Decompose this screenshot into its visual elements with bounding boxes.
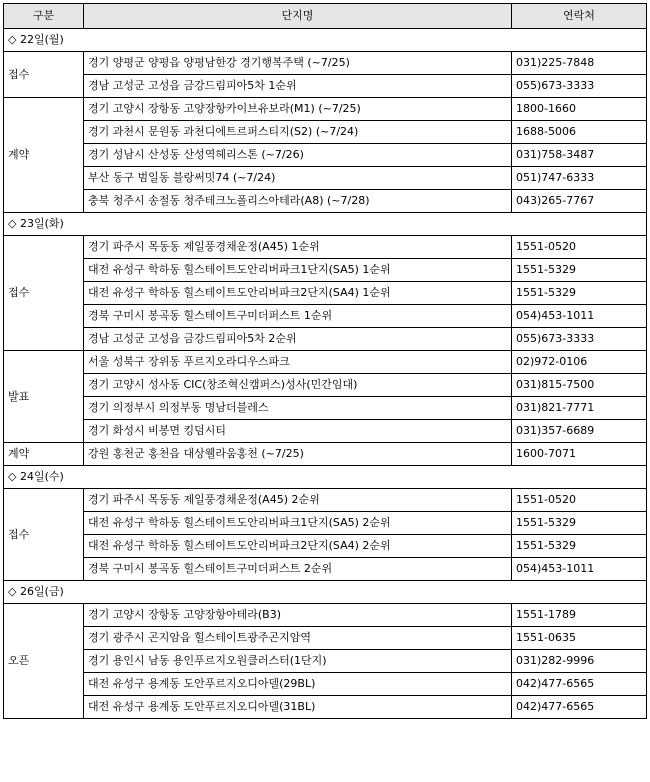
- complex-name-cell: 대전 유성구 학하동 힐스테이트도안리버파크2단지(SA4) 2순위: [84, 535, 512, 558]
- complex-name-cell: 경기 광주시 곤지암읍 힐스테이트광주곤지암역: [84, 627, 512, 650]
- table-row: [4, 190, 647, 213]
- complex-name-cell: 경기 파주시 목동동 제일풍경채운정(A45) 2순위: [84, 489, 512, 512]
- complex-name-cell: 경기 화성시 비봉면 킹덤시티: [84, 420, 512, 443]
- contact-phone-cell: 1551-5329: [512, 259, 647, 282]
- complex-name-cell: 경기 의정부시 의정부동 명남더블레스: [84, 397, 512, 420]
- table-row: [4, 420, 647, 443]
- category-cell: 접수: [4, 52, 84, 98]
- complex-name-cell: 경남 고성군 고성읍 금강드림피아5차 1순위: [84, 75, 512, 98]
- contact-phone-cell: 1551-0635: [512, 627, 647, 650]
- complex-name-cell: 경기 고양시 장항동 고양장항카이브유보라(M1) (~7/25): [84, 98, 512, 121]
- day-header-row: [4, 29, 647, 52]
- table-row: [4, 328, 647, 351]
- contact-phone-cell: 051)747-6333: [512, 167, 647, 190]
- contact-phone-cell: 1688-5006: [512, 121, 647, 144]
- table-row: [4, 75, 647, 98]
- table-row: [4, 443, 647, 466]
- contact-phone-cell: 031)821-7771: [512, 397, 647, 420]
- contact-phone-cell: 1551-0520: [512, 236, 647, 259]
- complex-name-cell: 경기 파주시 목동동 제일풍경채운정(A45) 1순위: [84, 236, 512, 259]
- contact-phone-cell: 054)453-1011: [512, 305, 647, 328]
- table-row: [4, 282, 647, 305]
- complex-name-cell: 대전 유성구 학하동 힐스테이트도안리버파크1단지(SA5) 1순위: [84, 259, 512, 282]
- table-row: [4, 259, 647, 282]
- contact-phone-cell: 031)758-3487: [512, 144, 647, 167]
- day-label: ◇ 24일(수): [4, 466, 647, 489]
- table-row: [4, 673, 647, 696]
- category-cell: 오픈: [4, 604, 84, 719]
- contact-phone-cell: 042)477-6565: [512, 673, 647, 696]
- contact-phone-cell: 031)815-7500: [512, 374, 647, 397]
- day-label: ◇ 22일(월): [4, 29, 647, 52]
- table-row: [4, 512, 647, 535]
- contact-phone-cell: 031)225-7848: [512, 52, 647, 75]
- complex-name-cell: 대전 유성구 용계동 도안푸르지오디아델(31BL): [84, 696, 512, 719]
- category-cell: 계약: [4, 443, 84, 466]
- day-label: ◇ 23일(화): [4, 213, 647, 236]
- complex-name-cell: 부산 동구 범일동 블랑써밋74 (~7/24): [84, 167, 512, 190]
- table-row: [4, 650, 647, 673]
- contact-phone-cell: 1551-5329: [512, 535, 647, 558]
- table-row: [4, 627, 647, 650]
- contact-phone-cell: 055)673-3333: [512, 75, 647, 98]
- complex-name-cell: 대전 유성구 학하동 힐스테이트도안리버파크2단지(SA4) 1순위: [84, 282, 512, 305]
- contact-phone-cell: 031)357-6689: [512, 420, 647, 443]
- header-contact: 연락처: [512, 4, 647, 29]
- complex-name-cell: 대전 유성구 학하동 힐스테이트도안리버파크1단지(SA5) 2순위: [84, 512, 512, 535]
- contact-phone-cell: 1800-1660: [512, 98, 647, 121]
- table-row: [4, 236, 647, 259]
- contact-phone-cell: 1551-5329: [512, 282, 647, 305]
- contact-phone-cell: 042)477-6565: [512, 696, 647, 719]
- table-row: [4, 52, 647, 75]
- table-row: [4, 351, 647, 374]
- day-header-row: [4, 213, 647, 236]
- day-label: ◇ 26일(금): [4, 581, 647, 604]
- complex-name-cell: 강원 홍천군 홍천읍 대상웰라움홍천 (~7/25): [84, 443, 512, 466]
- contact-phone-cell: 055)673-3333: [512, 328, 647, 351]
- day-header-row: [4, 466, 647, 489]
- complex-name-cell: 경북 구미시 봉곡동 힐스테이트구미더퍼스트 2순위: [84, 558, 512, 581]
- complex-name-cell: 경기 양평군 양평읍 양평남한강 경기행복주택 (~7/25): [84, 52, 512, 75]
- contact-phone-cell: 1551-5329: [512, 512, 647, 535]
- complex-name-cell: 대전 유성구 용계동 도안푸르지오디아델(29BL): [84, 673, 512, 696]
- complex-name-cell: 경기 과천시 문원동 과천디에트르퍼스티지(S2) (~7/24): [84, 121, 512, 144]
- day-header-row: [4, 581, 647, 604]
- table-row: [4, 98, 647, 121]
- table-row: [4, 397, 647, 420]
- complex-name-cell: 경기 성남시 산성동 산성역헤리스톤 (~7/26): [84, 144, 512, 167]
- contact-phone-cell: 043)265-7767: [512, 190, 647, 213]
- complex-name-cell: 서울 성북구 장위동 푸르지오라디우스파크: [84, 351, 512, 374]
- schedule-table-body: [4, 4, 647, 719]
- table-row: [4, 489, 647, 512]
- complex-name-cell: 경기 고양시 성사동 CIC(창조혁신캠퍼스)성사(민간임대): [84, 374, 512, 397]
- table-row: [4, 144, 647, 167]
- contact-phone-cell: 054)453-1011: [512, 558, 647, 581]
- contact-phone-cell: 031)282-9996: [512, 650, 647, 673]
- table-row: [4, 535, 647, 558]
- table-row: [4, 696, 647, 719]
- table-row: [4, 558, 647, 581]
- contact-phone-cell: 1551-1789: [512, 604, 647, 627]
- header-complex-name: 단지명: [84, 4, 512, 29]
- table-row: [4, 305, 647, 328]
- table-row: [4, 604, 647, 627]
- complex-name-cell: 경남 고성군 고성읍 금강드림피아5차 2순위: [84, 328, 512, 351]
- contact-phone-cell: 1600-7071: [512, 443, 647, 466]
- category-cell: 접수: [4, 236, 84, 351]
- complex-name-cell: 경북 구미시 봉곡동 힐스테이트구미더퍼스트 1순위: [84, 305, 512, 328]
- table-row: [4, 167, 647, 190]
- contact-phone-cell: 02)972-0106: [512, 351, 647, 374]
- header-row: [4, 4, 647, 29]
- contact-phone-cell: 1551-0520: [512, 489, 647, 512]
- category-cell: 접수: [4, 489, 84, 581]
- complex-name-cell: 경기 용인시 남동 용인푸르지오원클러스터(1단지): [84, 650, 512, 673]
- table-row: [4, 374, 647, 397]
- table-row: [4, 121, 647, 144]
- complex-name-cell: 경기 고양시 장항동 고양장항아테라(B3): [84, 604, 512, 627]
- complex-name-cell: 충북 청주시 송절동 청주테크노폴리스아테라(A8) (~7/28): [84, 190, 512, 213]
- category-cell: 계약: [4, 98, 84, 213]
- schedule-table: [3, 3, 647, 719]
- category-cell: 발표: [4, 351, 84, 443]
- header-category: 구분: [4, 4, 84, 29]
